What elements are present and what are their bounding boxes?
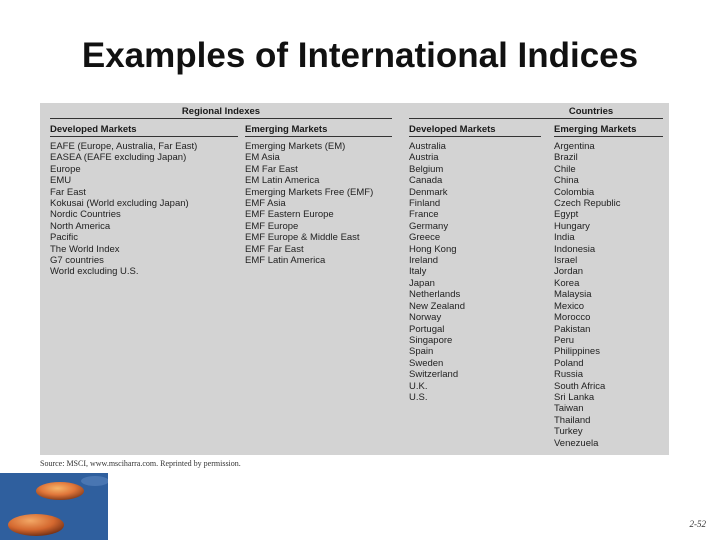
list-item: Malaysia <box>554 289 592 301</box>
list-item: Norway <box>409 312 442 324</box>
source-note: Source: MSCI, www.msciharra.com. Reprinted by permission. <box>40 459 241 468</box>
list-item: The World Index <box>50 243 120 255</box>
list-item: EMF Eastern Europe <box>245 209 334 221</box>
list-item: Hong Kong <box>409 243 457 255</box>
list-item: EMF Asia <box>245 198 286 210</box>
list-item: EM Latin America <box>245 175 320 187</box>
list-item: Emerging Markets Free (EMF) <box>245 186 374 198</box>
list-item: Russia <box>554 369 584 381</box>
countries-developed-heading: Developed Markets <box>409 124 496 135</box>
list-item: Canada <box>409 175 443 187</box>
list-item: Europe <box>50 163 81 175</box>
list-item: Netherlands <box>409 289 461 301</box>
countries-emerging-list <box>554 141 621 449</box>
list-item: Venezuela <box>554 437 599 449</box>
countries-developed-list <box>409 141 465 403</box>
list-item: Japan <box>409 277 435 289</box>
list-item: Peru <box>554 334 575 346</box>
list-item: Kokusai (World excluding Japan) <box>50 198 189 210</box>
list-item: North America <box>50 220 111 232</box>
list-item: G7 countries <box>50 255 104 267</box>
list-item: World excluding U.S. <box>50 266 139 278</box>
list-item: Taiwan <box>554 403 584 415</box>
list-item: Belgium <box>409 163 444 175</box>
regional-emerging-heading: Emerging Markets <box>245 124 328 135</box>
list-item: Chile <box>554 163 576 175</box>
regional-emerging-rule <box>245 136 392 137</box>
list-item: Ireland <box>409 255 439 267</box>
list-item: Indonesia <box>554 243 596 255</box>
list-item: Far East <box>50 186 86 198</box>
list-item: EMU <box>50 175 72 187</box>
regional-emerging-list <box>245 141 373 266</box>
list-item: Hungary <box>554 220 590 232</box>
list-item: India <box>554 232 575 244</box>
list-item: U.K. <box>409 380 428 392</box>
list-item: EASEA (EAFE excluding Japan) <box>50 152 187 164</box>
list-item: Turkey <box>554 426 583 438</box>
list-item: Israel <box>554 255 578 267</box>
list-item: Germany <box>409 220 449 232</box>
countries-heading-rule <box>409 118 663 119</box>
list-item: Brazil <box>554 152 578 164</box>
list-item: Egypt <box>554 209 579 221</box>
list-item: South Africa <box>554 380 606 392</box>
list-item: Pakistan <box>554 323 591 335</box>
list-item: Morocco <box>554 312 591 324</box>
list-item: Denmark <box>409 186 448 198</box>
list-item: Switzerland <box>409 369 459 381</box>
list-item: EMF Europe & Middle East <box>245 232 360 244</box>
slide-title: Examples of International Indices <box>81 36 639 75</box>
list-item: Korea <box>554 277 580 289</box>
list-item: Singapore <box>409 334 453 346</box>
list-item: Finland <box>409 198 441 210</box>
list-item: Philippines <box>554 346 600 358</box>
page-number: 2-52 <box>689 519 706 529</box>
list-item: France <box>409 209 439 221</box>
decorative-stones-image <box>0 473 108 540</box>
list-item: Austria <box>409 152 439 164</box>
list-item: Mexico <box>554 300 585 312</box>
regional-developed-rule <box>50 136 238 137</box>
countries-developed-rule <box>409 136 541 137</box>
list-item: Czech Republic <box>554 198 621 210</box>
list-item: Nordic Countries <box>50 209 121 221</box>
list-item: Australia <box>409 141 446 152</box>
regional-heading-rule <box>50 118 392 119</box>
list-item: Pacific <box>50 232 78 244</box>
list-item: Jordan <box>554 266 584 278</box>
indices-table <box>40 103 669 455</box>
regional-developed-list <box>50 141 197 278</box>
list-item: EM Far East <box>245 163 298 175</box>
list-item: Thailand <box>554 414 591 426</box>
list-item: EM Asia <box>245 152 280 164</box>
regional-indexes-heading: Regional Indexes <box>181 106 261 117</box>
list-item: EAFE (Europe, Australia, Far East) <box>50 141 198 152</box>
regional-developed-heading: Developed Markets <box>50 124 137 135</box>
list-item: China <box>554 175 579 187</box>
list-item: Argentina <box>554 141 595 152</box>
list-item: Colombia <box>554 186 595 198</box>
list-item: Italy <box>409 266 427 278</box>
list-item: Poland <box>554 357 584 369</box>
list-item: Sweden <box>409 357 444 369</box>
countries-emerging-rule <box>554 136 663 137</box>
list-item: Sri Lanka <box>554 391 595 403</box>
stones-illustration <box>0 473 108 540</box>
countries-emerging-heading: Emerging Markets <box>554 124 637 135</box>
list-item: EMF Far East <box>245 243 304 255</box>
countries-heading: Countries <box>568 106 614 117</box>
list-item: EMF Europe <box>245 220 299 232</box>
list-item: EMF Latin America <box>245 255 326 267</box>
list-item: New Zealand <box>409 300 465 312</box>
list-item: Portugal <box>409 323 445 335</box>
list-item: Emerging Markets (EM) <box>245 141 346 152</box>
list-item: Greece <box>409 232 441 244</box>
list-item: Spain <box>409 346 434 358</box>
list-item: U.S. <box>409 391 428 403</box>
